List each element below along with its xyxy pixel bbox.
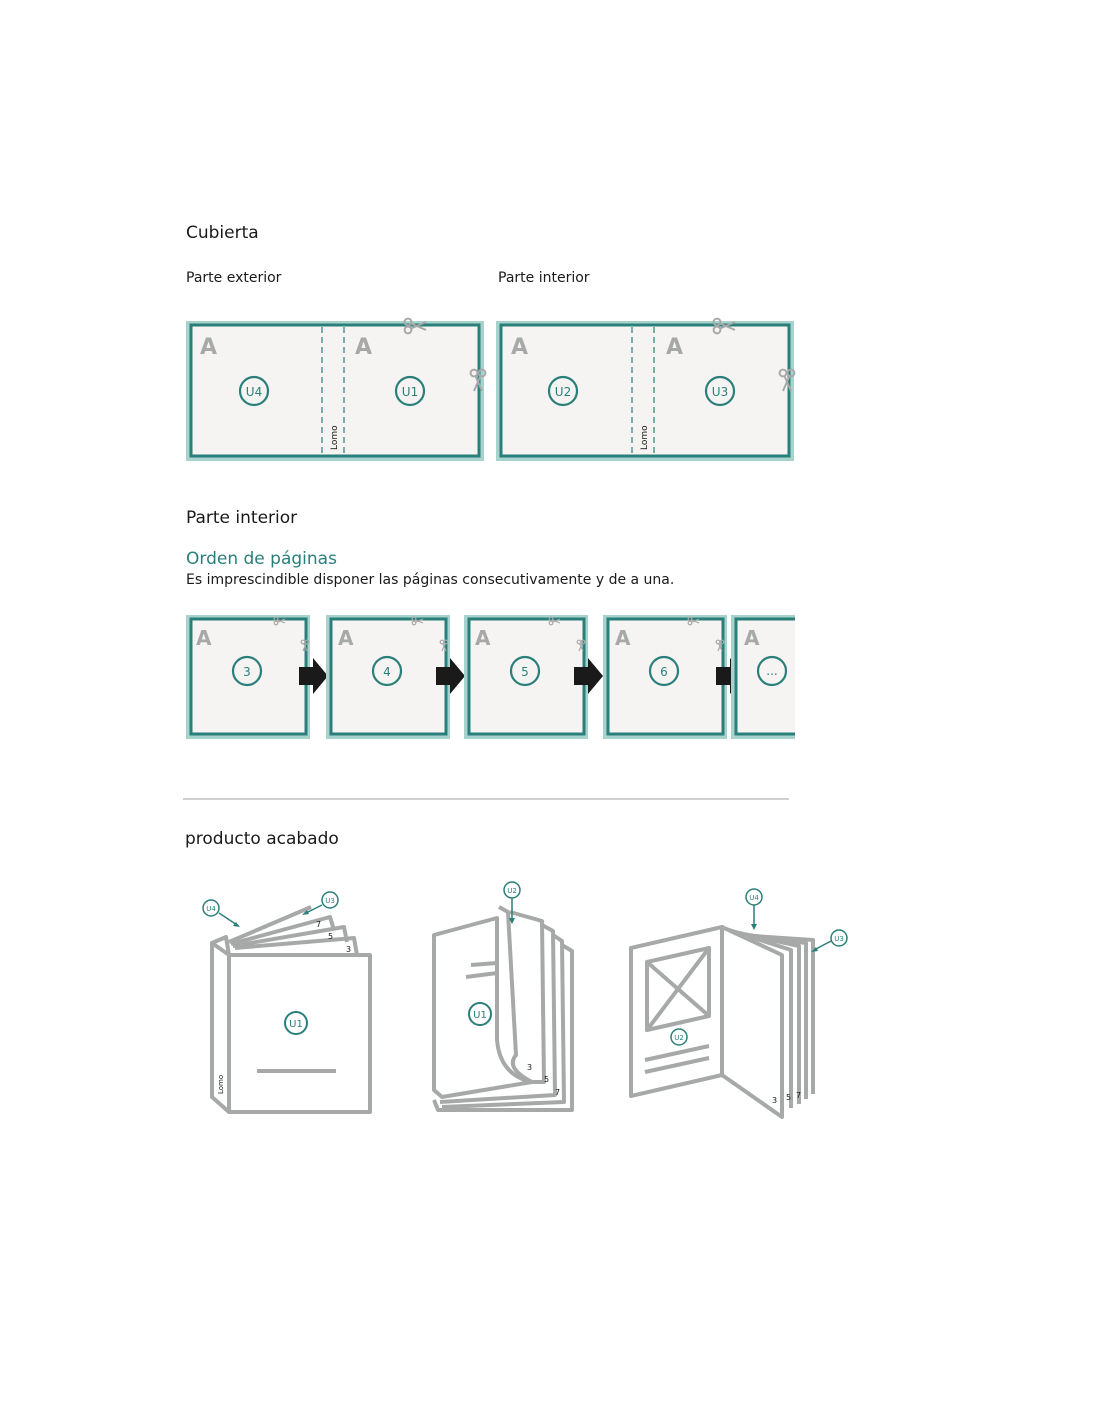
- page-label-u3: U3: [711, 385, 729, 399]
- page-number: 7: [555, 1088, 561, 1097]
- page-number: 7: [796, 1091, 802, 1100]
- page-number: 3: [772, 1096, 778, 1105]
- label-u1: U1: [289, 1019, 303, 1030]
- page-number: 3: [346, 945, 352, 954]
- interior-label: Parte interior: [498, 270, 590, 286]
- label-u1: U1: [473, 1010, 487, 1021]
- order-text: Es imprescindible disponer las páginas consecutivamente y de a una.: [186, 572, 675, 588]
- label-u3: U3: [834, 935, 844, 943]
- page-panel: [186, 615, 310, 739]
- book-open-inside-illustration: [631, 927, 813, 1117]
- cover-heading: Cubierta: [186, 223, 259, 243]
- panel-letter: A: [615, 626, 631, 650]
- page-panel-partial: [731, 612, 805, 742]
- label-u3: U3: [325, 897, 335, 905]
- page-number: 4: [383, 665, 391, 679]
- panel-letter: A: [338, 626, 354, 650]
- exterior-label: Parte exterior: [186, 270, 282, 286]
- page-number: 5: [328, 932, 334, 941]
- page-number: 3: [527, 1063, 533, 1072]
- page-sequence: [186, 612, 805, 742]
- book-closed-illustration: [212, 907, 370, 1112]
- book3-labels: [671, 889, 847, 1105]
- page-label-u4: U4: [245, 385, 263, 399]
- panel-letter: A: [475, 626, 491, 650]
- cover-interior-sheet: [496, 319, 794, 461]
- panel-letter: A: [511, 335, 529, 360]
- page-panel: [464, 615, 588, 739]
- page-label-u2: U2: [554, 385, 572, 399]
- page-number: 3: [243, 665, 251, 679]
- order-title: Orden de páginas: [186, 549, 337, 569]
- spine-label: Lomo: [217, 1074, 225, 1094]
- label-u4: U4: [749, 894, 759, 902]
- page-number: 5: [786, 1093, 792, 1102]
- inner-heading: Parte interior: [186, 508, 298, 528]
- page-number: 5: [544, 1075, 550, 1084]
- label-u2: U2: [674, 1034, 684, 1042]
- page-label-u1: U1: [401, 385, 419, 399]
- finished-heading: producto acabado: [185, 829, 339, 849]
- label-u2: U2: [507, 887, 517, 895]
- panel-letter: A: [355, 335, 373, 360]
- panel-letter: A: [744, 626, 760, 650]
- label-u4: U4: [206, 905, 216, 913]
- cover-exterior-sheet: [186, 319, 485, 461]
- book-open-front-illustration: [434, 907, 572, 1110]
- page-number: ...: [766, 664, 778, 678]
- page-number: 5: [521, 665, 529, 679]
- page-panel: [603, 615, 727, 739]
- pointer-arrow-icon: [751, 924, 757, 930]
- page-number: 7: [316, 920, 322, 929]
- spine-label: Lomo: [640, 425, 650, 450]
- page-panel: [326, 615, 450, 739]
- panel-letter: A: [196, 626, 212, 650]
- spine-label: Lomo: [330, 425, 340, 450]
- panel-letter: A: [200, 335, 218, 360]
- page-number: 6: [660, 665, 668, 679]
- panel-letter: A: [666, 335, 684, 360]
